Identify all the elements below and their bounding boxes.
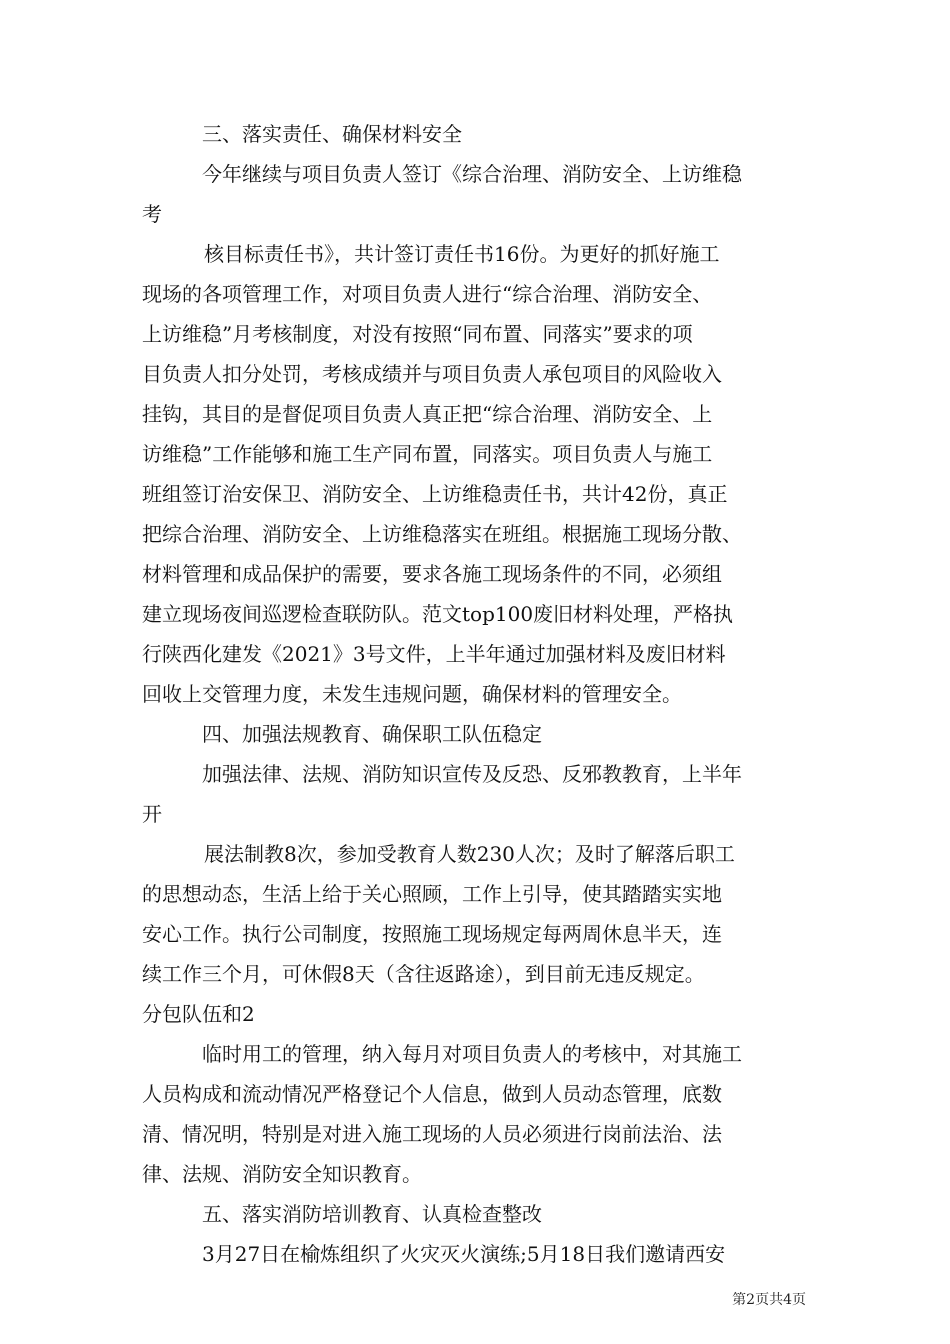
paragraph-line: 把综合治理、消防安全、上访维稳落实在班组。根据施工现场分散、	[142, 522, 742, 546]
paragraph-line: 班组签订治安保卫、消防安全、上访维稳责任书，共计42份，真正	[142, 482, 728, 506]
paragraph-line: 行陕西化建发《2021》3号文件，上半年通过加强材料及废旧材料	[142, 642, 726, 666]
paragraph-line: 目负责人扣分处罚，考核成绩并与项目负责人承包项目的风险收入	[142, 362, 722, 386]
paragraph-line: 建立现场夜间巡逻检查联防队。范文top100废旧材料处理，严格执	[142, 602, 734, 626]
paragraph-line: 展法制教8次，参加受教育人数230人次；及时了解落后职工	[204, 842, 735, 866]
section-heading: 五、落实消防培训教育、认真检查整改	[202, 1202, 542, 1226]
paragraph-line: 开	[142, 802, 162, 826]
paragraph-line: 人员构成和流动情况严格登记个人信息，做到人员动态管理，底数	[142, 1082, 722, 1106]
paragraph-line: 分包队伍和2	[142, 1002, 255, 1026]
paragraph-line: 加强法律、法规、消防知识宣传及反恐、反邪教教育，上半年	[202, 762, 742, 786]
paragraph-line: 临时用工的管理，纳入每月对项目负责人的考核中，对其施工	[202, 1042, 742, 1066]
paragraph-line: 清、情况明，特别是对进入施工现场的人员必须进行岗前法治、法	[142, 1122, 722, 1146]
section-heading: 四、加强法规教育、确保职工队伍稳定	[202, 722, 542, 746]
paragraph-line: 今年继续与项目负责人签订《综合治理、消防安全、上访维稳	[202, 162, 742, 186]
page-number-footer: 第2页共4页	[732, 1292, 806, 1308]
paragraph-line: 上访维稳”月考核制度，对没有按照“同布置、同落实”要求的项	[142, 322, 693, 346]
section-heading: 三、落实责任、确保材料安全	[202, 122, 462, 146]
paragraph-line: 3月27日在榆炼组织了火灾灭火演练;5月18日我们邀请西安	[202, 1242, 726, 1266]
paragraph-line: 现场的各项管理工作，对项目负责人进行“综合治理、消防安全、	[142, 282, 713, 306]
paragraph-line: 挂钩，其目的是督促项目负责人真正把“综合治理、消防安全、上	[142, 402, 713, 426]
document-body	[142, 114, 812, 1274]
paragraph-line: 核目标责任书》，共计签订责任书16份。为更好的抓好施工	[204, 242, 720, 266]
paragraph-line: 访维稳”工作能够和施工生产同布置，同落实。项目负责人与施工	[142, 442, 713, 466]
paragraph-line: 材料管理和成品保护的需要，要求各施工现场条件的不同，必须组	[142, 562, 722, 586]
paragraph-line: 续工作三个月，可休假8天（含往返路途），到目前无违反规定。	[142, 962, 705, 986]
paragraph-line: 安心工作。执行公司制度，按照施工现场规定每两周休息半天，连	[142, 922, 722, 946]
paragraph-line: 考	[142, 202, 162, 226]
paragraph-line: 回收上交管理力度，未发生违规问题，确保材料的管理安全。	[142, 682, 682, 706]
paragraph-line: 的思想动态，生活上给于关心照顾，工作上引导，使其踏踏实实地	[142, 882, 722, 906]
paragraph-line: 律、法规、消防安全知识教育。	[142, 1162, 422, 1186]
